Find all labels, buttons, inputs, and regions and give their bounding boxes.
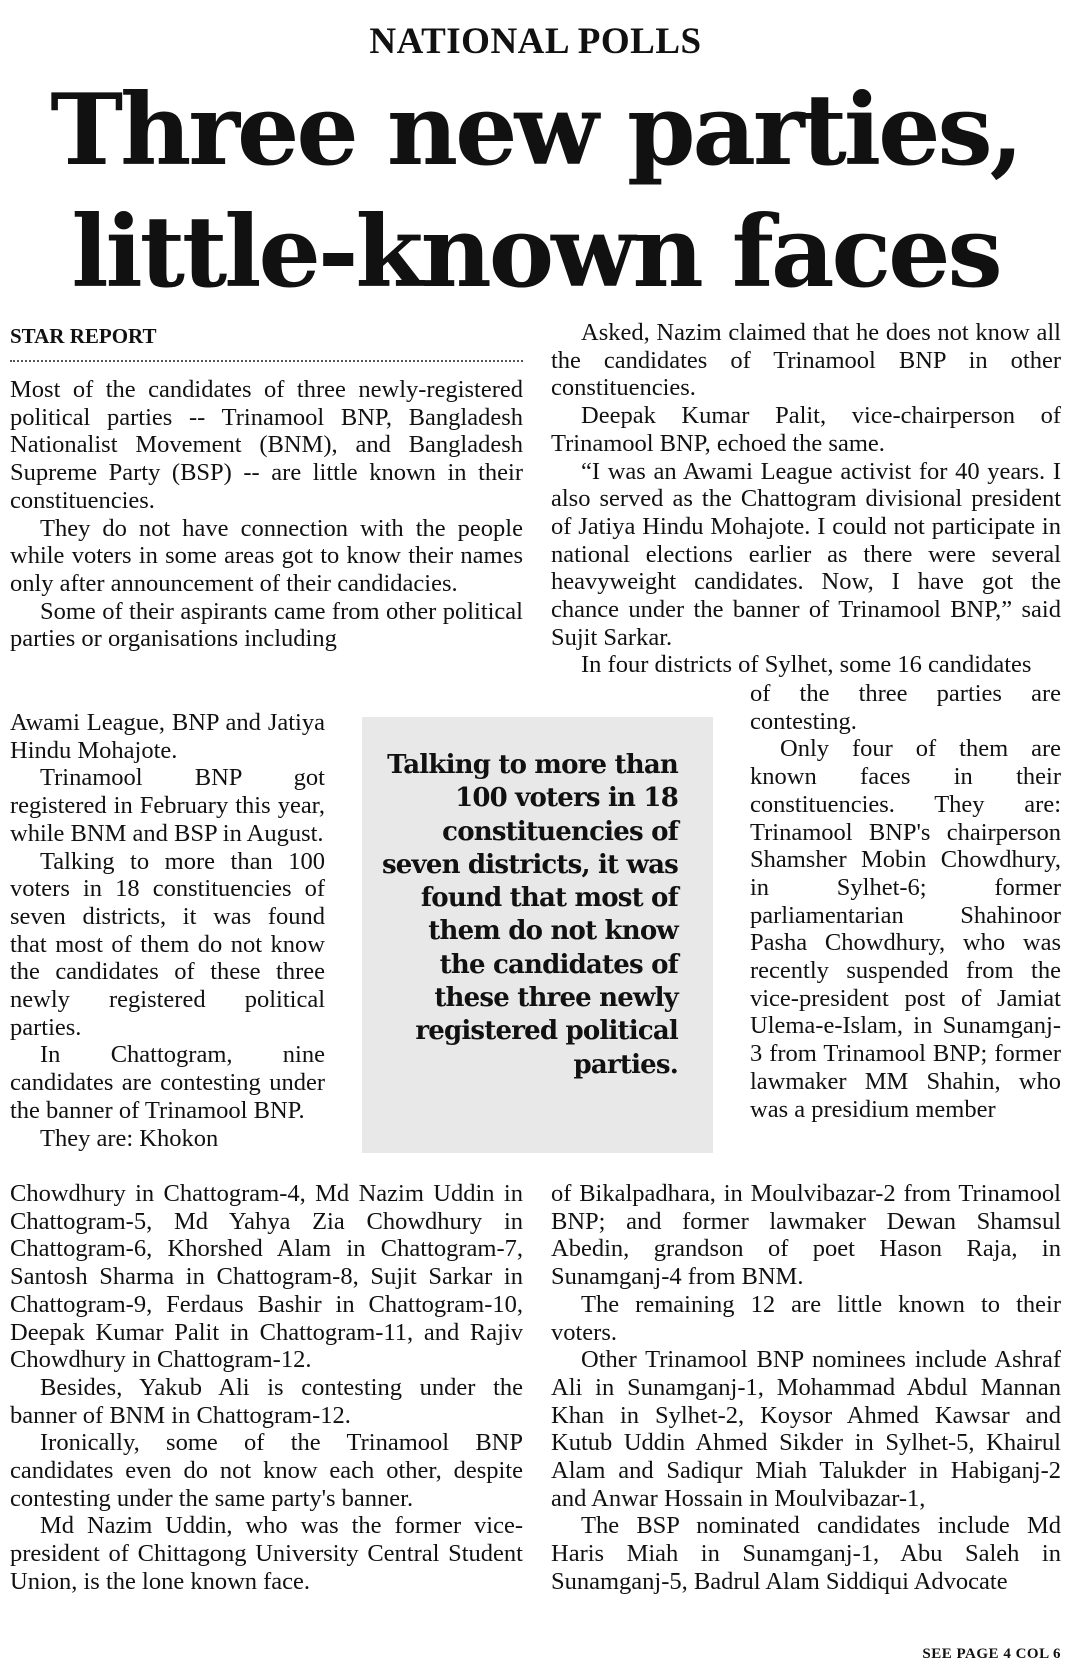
paragraph: Only four of them are known faces in their constituencies. They are: Trinamool BNP's chairperson Shamsher Mobin Chowdhury, in Sylhet-6; former parliamentarian Shahinoor Pasha Chowdhury, who was recently suspended from the vice-president post of Jamiat Ulema-e-Islam, in Sunamganj-3 from Trinamool BNP; former lawmaker MM Shahin, who was a presidium member bbox=[750, 735, 1061, 1123]
pull-quote-box bbox=[362, 717, 713, 1153]
pull-quote: Talking to more than 100 voters in 18 constituencies of seven districts, it was found that most of them do not know the candidates of these three newly registered political parties. bbox=[381, 750, 678, 1080]
column-2-bottom bbox=[551, 1180, 1061, 1596]
paragraph: The remaining 12 are little known to their voters. bbox=[551, 1290, 1061, 1346]
paragraph: Awami League, BNP and Jatiya Hindu Mohajote. bbox=[10, 709, 325, 764]
paragraph: Talking to more than 100 voters in 18 constituencies of seven districts, it was found that most of them do not know the candidates of these three newly registered political parties. bbox=[10, 847, 325, 1041]
paragraph: In Chattogram, nine candidates are contesting under the banner of Trinamool BNP. bbox=[10, 1041, 325, 1124]
byline-divider bbox=[10, 360, 523, 362]
paragraph: Deepak Kumar Palit, vice-chairperson of Trinamool BNP, echoed the same. bbox=[551, 402, 1061, 457]
paragraph: Chowdhury in Chattogram-4, Md Nazim Uddin in Chattogram-5, Md Yahya Zia Chowdhury in Chattogram-6, Khorshed Alam in Chattogram-7, Santosh Sharma in Chattogram-8, Sujit Sarkar in Chattogram-9, Ferdaus Bashir in Chattogram-10, Deepak Kumar Palit in Chattogram-11, and Rajiv Chowdhury in Chattogram-12. bbox=[10, 1180, 523, 1374]
paragraph: Ironically, some of the Trinamool BNP candidates even do not know each other, despite contesting under the same party's banner. bbox=[10, 1429, 523, 1512]
paragraph: “I was an Awami League activist for 40 years. I also served as the Chattogram divisional president of Jatiya Hindu Mohajote. I could not participate in national elections earlier as there were several heavyweight candidates. Now, I have got the chance under the banner of Trinamool BNP,” said Sujit Sarkar. bbox=[551, 457, 1061, 651]
section-kicker: NATIONAL POLLS bbox=[369, 21, 702, 62]
column-1-narrow bbox=[10, 709, 325, 1152]
paragraph: They do not have connection with the people while voters in some areas got to know their names only after announcement of their candidacies. bbox=[10, 514, 523, 597]
headline-line-1: Three new parties, bbox=[50, 73, 1021, 188]
column-1-top bbox=[10, 376, 523, 653]
column-1-bottom bbox=[10, 1180, 523, 1596]
paragraph: Other Trinamool BNP nominees include Ashraf Ali in Sunamganj-1, Mohammad Abdul Mannan Khan in Sylhet-2, Koysor Ahmed Kawsar and Kutub Uddin Ahmed Sikder in Sylhet-5, Khairul Alam and Sadiqur Miah Talukder in Habiganj-2 and Anwar Hossain in Moulvibazar-1, bbox=[551, 1346, 1061, 1512]
paragraph: Md Nazim Uddin, who was the former vice-president of Chittagong University Central Student Union, is the lone known face. bbox=[10, 1512, 523, 1595]
paragraph: Trinamool BNP got registered in February this year, while BNM and BSP in August. bbox=[10, 764, 325, 847]
column-2-narrow bbox=[750, 680, 1061, 1123]
paragraph: In four districts of Sylhet, some 16 candidates bbox=[581, 651, 1032, 679]
continuation-note: SEE PAGE 4 COL 6 bbox=[922, 1646, 1061, 1662]
paragraph: Besides, Yakub Ali is contesting under the banner of BNM in Chattogram-12. bbox=[10, 1373, 523, 1429]
paragraph: Some of their aspirants came from other political parties or organisations including bbox=[10, 597, 523, 653]
paragraph: Most of the candidates of three newly-registered political parties -- Trinamool BNP, Bangladesh Nationalist Movement (BNM), and Bangladesh Supreme Party (BSP) -- are little known in their constituencies. bbox=[10, 376, 523, 514]
paragraph: of the three parties are contesting. bbox=[750, 680, 1061, 735]
headline bbox=[0, 70, 1071, 314]
headline-line-2: little-known faces bbox=[71, 195, 1000, 310]
byline: STAR REPORT bbox=[10, 324, 157, 348]
column-2-top bbox=[551, 319, 1061, 679]
paragraph: The BSP nominated candidates include Md Haris Miah in Sunamganj-1, Abu Saleh in Sunamganj-5, Badrul Alam Siddiqui Advocate bbox=[551, 1512, 1061, 1595]
paragraph: of Bikalpadhara, in Moulvibazar-2 from Trinamool BNP; and former lawmaker Dewan Shamsul Abedin, grandson of poet Hason Raja, in Sunamganj-4 from BNM. bbox=[551, 1180, 1061, 1291]
paragraph: Asked, Nazim claimed that he does not know all the candidates of Trinamool BNP in other constituencies. bbox=[551, 319, 1061, 402]
paragraph: They are: Khokon bbox=[40, 1124, 219, 1152]
